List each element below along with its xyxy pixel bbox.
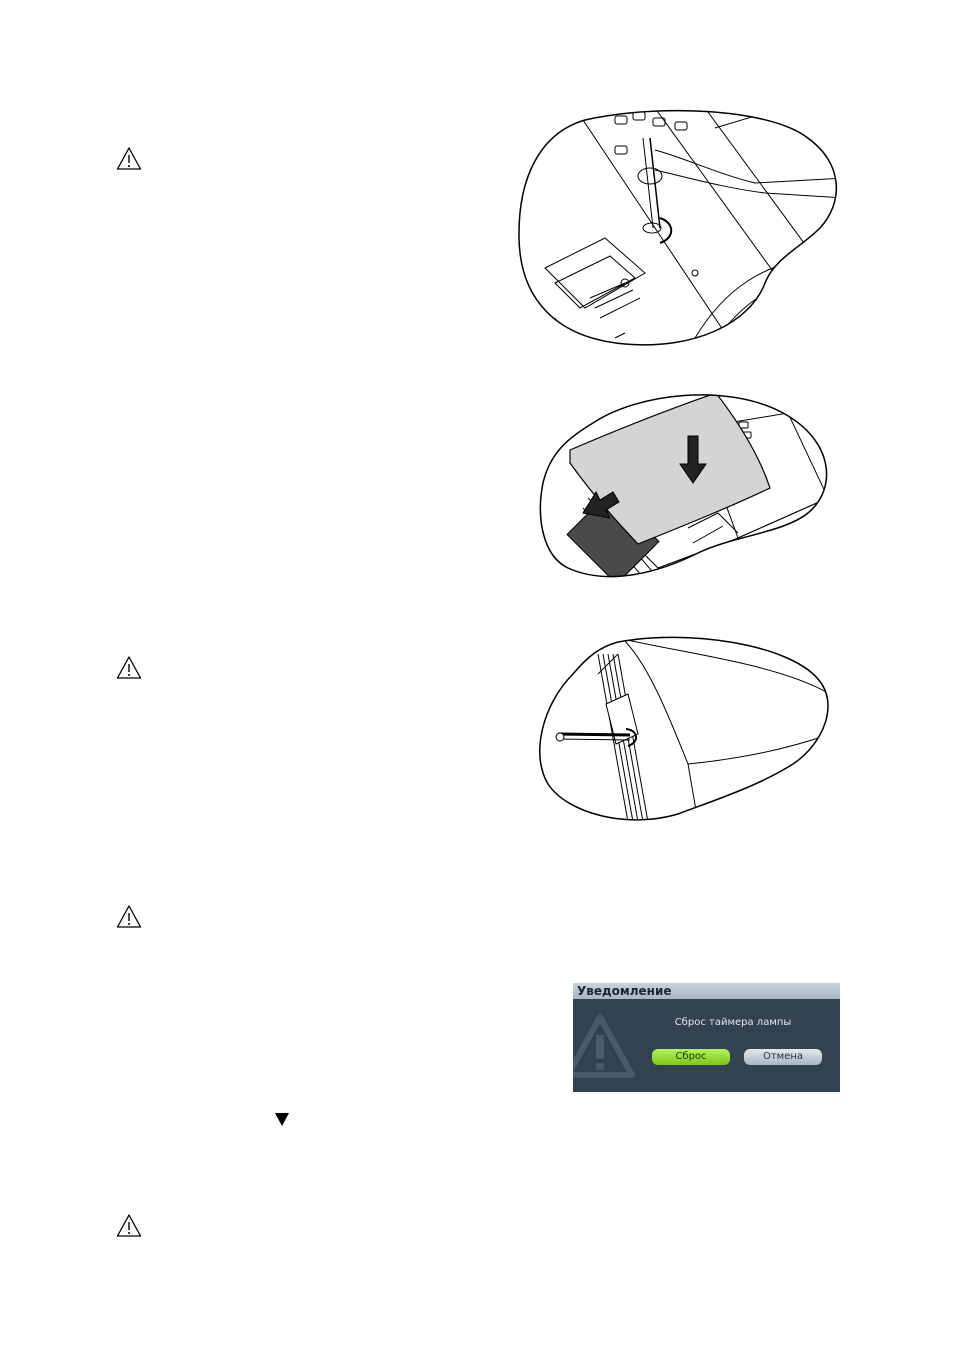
warning-icon	[115, 903, 143, 931]
lamp-reset-notification	[573, 983, 840, 1092]
down-triangle-icon	[275, 1113, 289, 1126]
notification-header	[573, 983, 840, 999]
warning-icon	[115, 1212, 143, 1240]
lamp-screw-illustration	[515, 108, 840, 350]
tighten-screw-illustration	[538, 634, 830, 822]
notification-message: Сброс таймера лампы	[674, 1017, 792, 1028]
notification-title: Уведомление	[577, 984, 672, 998]
cancel-button[interactable]: Отмена	[744, 1049, 822, 1065]
reset-button[interactable]: Сброс	[652, 1049, 730, 1065]
warning-icon	[115, 145, 143, 173]
warning-icon	[115, 654, 143, 682]
lamp-cover-illustration	[538, 388, 828, 583]
warning-watermark-icon	[573, 1013, 635, 1083]
